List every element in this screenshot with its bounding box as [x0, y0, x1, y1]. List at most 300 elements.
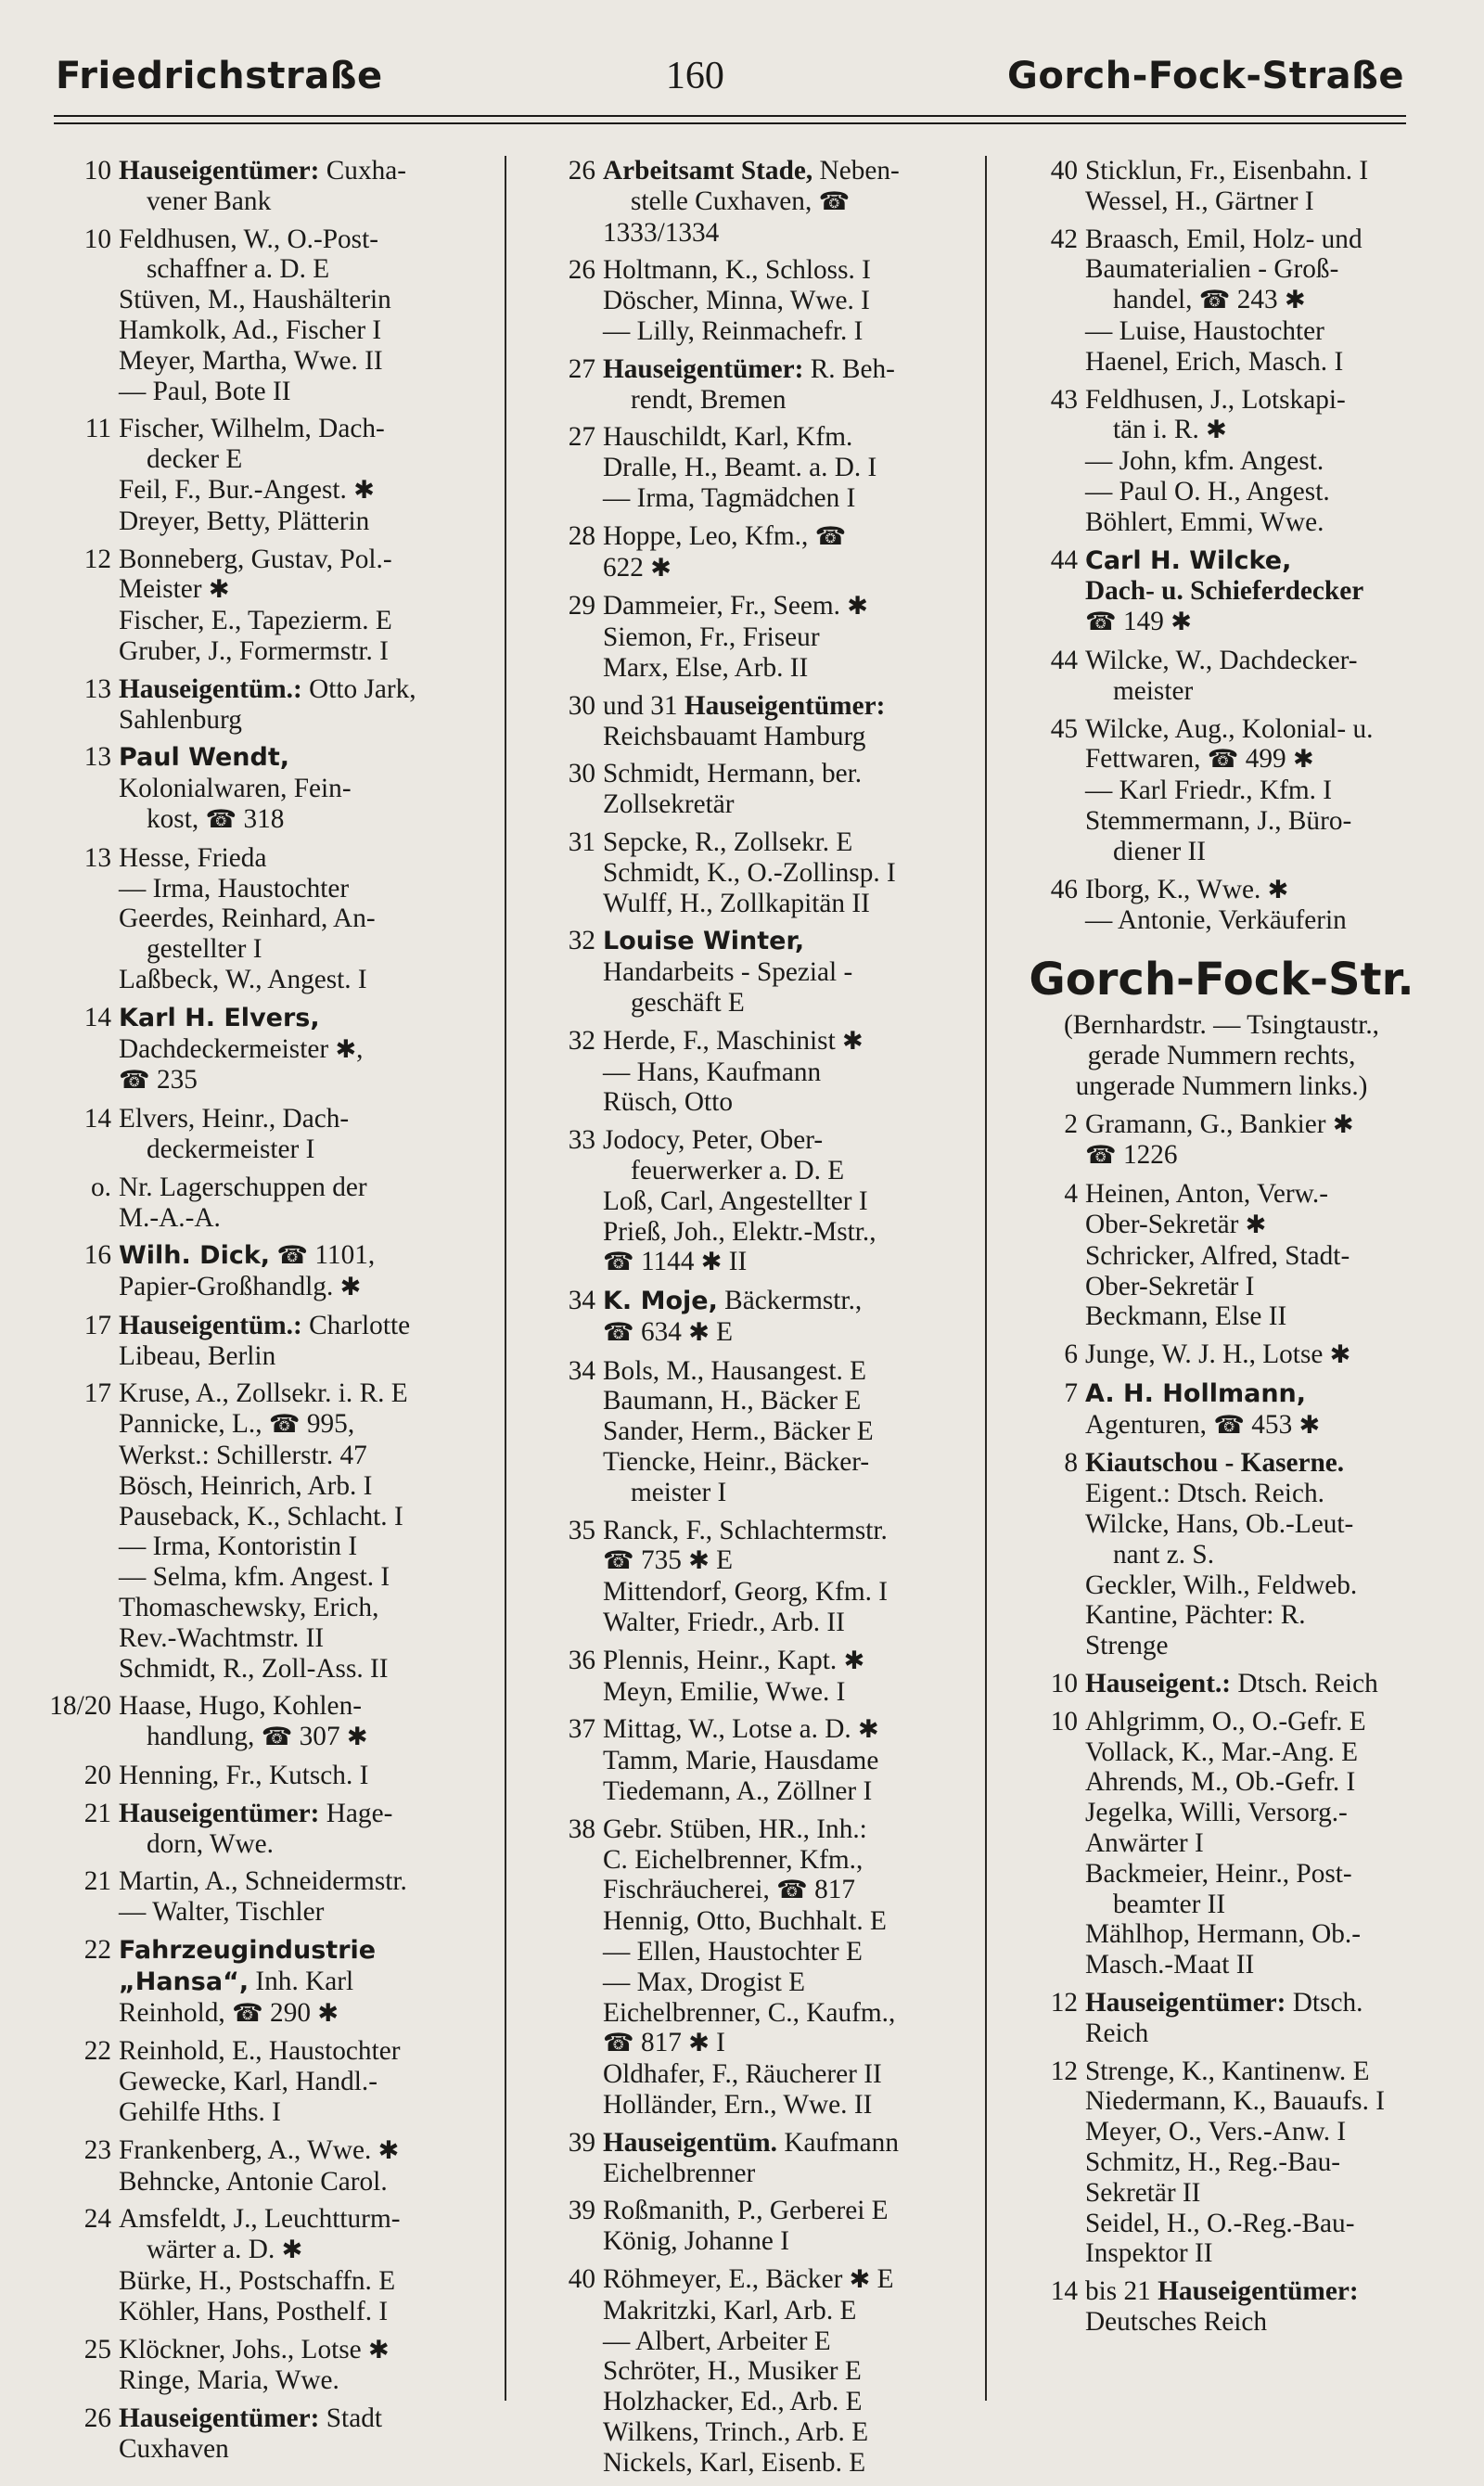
entry-line: Wulff, H., Zollkapitän II	[603, 888, 870, 918]
entry-line: — Hans, Kaufmann	[603, 1057, 822, 1087]
house-number: 17	[83, 1378, 111, 1409]
entry-line: Beckmann, Else II	[1085, 1301, 1287, 1332]
entry-line: Geckler, Wilh., Feldweb.	[1085, 1570, 1358, 1600]
directory-entry	[28, 1311, 482, 1372]
entry-line: Bols, M., Hausangest. E	[603, 1355, 866, 1386]
entry-line: Reinhold, ☎ 290 ✱	[119, 1997, 339, 2028]
house-number: 7	[1064, 1378, 1078, 1408]
entry-line: Böhlert, Emmi, Wwe.	[1085, 506, 1324, 537]
directory-entry	[28, 1173, 482, 1234]
directory-entry	[994, 2276, 1449, 2338]
entry-line: Hauseigentümer: Dtsch.	[1085, 1988, 1363, 2018]
house-number: 8	[1064, 1448, 1078, 1479]
directory-entry	[512, 591, 966, 683]
entry-text	[119, 1311, 482, 1372]
house-number: 11	[84, 414, 111, 444]
directory-entry	[28, 1003, 482, 1096]
note-line: gerade Nummern rechts,	[1087, 1040, 1356, 1070]
asterisk-mark: ✱	[688, 1317, 710, 1347]
entry-text	[603, 926, 966, 1018]
entry-line: Sahlenburg	[119, 704, 242, 735]
business-name: Paul Wendt,	[119, 743, 290, 773]
running-head-right: Gorch-Fock-Straße	[1007, 55, 1404, 97]
entry-line: Bonneberg, Gustav, Pol.-	[119, 544, 392, 574]
entry-line: Pannicke, L., ☎ 995,	[119, 1409, 355, 1440]
owner-label: Arbeitsamt Stade,	[603, 156, 813, 186]
entry-line: Hauseigentüm. Kaufmann	[603, 2127, 899, 2158]
entry-line: König, Johanne I	[603, 2226, 789, 2257]
business-name: Louise Winter,	[603, 927, 805, 956]
house-number: 34	[568, 1286, 595, 1316]
entry-line: deckermeister I	[147, 1134, 315, 1164]
note-line: ungerade Nummern links.)	[1075, 1070, 1368, 1101]
asterisk-mark: ✱	[1171, 608, 1192, 637]
entry-line: Strenge, K., Kantinenw. E	[1085, 2056, 1370, 2086]
house-number: 12	[1050, 1988, 1078, 2018]
house-number: 37	[568, 1714, 595, 1745]
entry-line: Stemmermann, J., Büro-	[1085, 805, 1352, 836]
entry-text	[119, 1761, 482, 1791]
asterisk-mark: ✱	[317, 1998, 339, 2028]
entry-line: Kolonialwaren, Fein-	[119, 774, 352, 804]
entry-line: Nickels, Karl, Eisenb. E	[603, 2447, 866, 2478]
entry-line: Hoppe, Leo, Kfm., ☎	[603, 520, 847, 551]
entry-line: Sekretär II	[1085, 2177, 1201, 2208]
entry-line: meister I	[631, 1477, 727, 1507]
entry-line: Dralle, H., Beamt. a. D. I	[603, 453, 877, 483]
entry-line: Schmitz, H., Reg.-Bau-	[1085, 2147, 1341, 2178]
entry-line	[119, 742, 482, 774]
entry-line	[603, 926, 966, 957]
asterisk-mark: ✱	[843, 1646, 865, 1675]
house-number: 46	[1050, 874, 1078, 904]
owner-label: Hauseigentümer:	[119, 1798, 320, 1828]
entry-line: Meyn, Emilie, Wwe. I	[603, 1676, 846, 1707]
column-divider	[985, 156, 987, 2401]
asterisk-mark: ✱	[335, 1034, 357, 1064]
entry-text	[119, 1866, 482, 1928]
entry-line: ☎ 1144 ✱ II	[603, 1247, 748, 1277]
directory-entry	[28, 1935, 482, 2029]
entry-line: Jegelka, Willi, Versorg.-	[1085, 1798, 1348, 1828]
directory-entry	[28, 1761, 482, 1791]
entry-text	[1085, 1179, 1449, 1332]
entry-line: Prieß, Joh., Elektr.-Mstr.,	[603, 1216, 876, 1247]
entry-line: Nr. Lagerschuppen der	[119, 1172, 367, 1202]
entry-line: Tiedemann, A., Zöllner I	[603, 1776, 873, 1807]
directory-entry	[28, 674, 482, 736]
entry-text	[603, 2264, 966, 2479]
entry-line: Wilcke, Aug., Kolonial- u.	[1085, 713, 1374, 744]
house-number: 10	[1050, 1706, 1078, 1736]
entry-line: Hauseigentüm.: Charlotte	[119, 1310, 411, 1340]
house-number: 4	[1064, 1179, 1078, 1210]
entry-line: Feldhusen, W., O.-Post-	[119, 224, 378, 254]
entry-text	[603, 1356, 966, 1508]
entry-line: K. Moje, Bäckermstr.,	[603, 1286, 863, 1316]
house-number: 26	[568, 255, 595, 286]
directory-entry	[512, 759, 966, 820]
entry-line: Haenel, Erich, Masch. I	[1085, 346, 1344, 377]
house-number: 39	[568, 2196, 595, 2226]
house-number: 26	[568, 156, 595, 186]
entry-line: meister	[1113, 675, 1194, 706]
page-number: 160	[665, 55, 724, 97]
house-number: 13	[83, 673, 111, 704]
house-number: 44	[1050, 645, 1078, 675]
entry-text	[1085, 385, 1449, 538]
directory-entry	[994, 1669, 1449, 1699]
entry-text	[119, 224, 482, 407]
owner-label: Hauseigentüm.:	[119, 1310, 302, 1340]
entry-line: — Ellen, Haustochter E	[603, 1937, 863, 1967]
entry-line: Werkst.: Schillerstr. 47	[119, 1441, 367, 1471]
directory-entry	[994, 1448, 1449, 1661]
directory-entry	[28, 2135, 482, 2198]
directory-entry	[28, 545, 482, 667]
entry-line: decker E	[147, 444, 243, 475]
entry-text	[1085, 1988, 1449, 2049]
entry-text	[1085, 2276, 1449, 2338]
entry-text	[603, 1286, 966, 1349]
house-number: 25	[83, 2334, 111, 2364]
entry-line: Wilcke, W., Dachdecker-	[1085, 645, 1358, 675]
asterisk-mark: ✱	[849, 2265, 871, 2294]
directory-entry	[28, 2036, 482, 2127]
entry-line: Anwärter I	[1085, 1828, 1204, 1859]
entry-line: Dachdeckermeister ✱,	[119, 1033, 364, 1064]
entry-text	[603, 591, 966, 683]
entry-line: Holländer, Ern., Wwe. II	[603, 2090, 873, 2121]
entry-line: — John, kfm. Angest.	[1085, 446, 1324, 477]
directory-entry	[512, 1026, 966, 1118]
directory-entry	[512, 1125, 966, 1278]
entry-line: Gewecke, Karl, Handl.-	[119, 2067, 378, 2097]
house-number: 18/20	[49, 1691, 111, 1722]
asterisk-mark: ✱	[842, 1026, 864, 1056]
house-number: 27	[568, 422, 595, 453]
entry-line: Seidel, H., O.-Reg.-Bau-	[1085, 2208, 1355, 2238]
entry-line: Döscher, Minna, Wwe. I	[603, 286, 870, 316]
directory-entry	[512, 255, 966, 346]
entry-line: Tiencke, Heinr., Bäcker-	[603, 1447, 870, 1478]
entry-line: Hennig, Otto, Buchhalt. E	[603, 1906, 887, 1937]
entry-text	[603, 1646, 966, 1708]
owner-label: Hauseigentümer:	[1158, 2276, 1359, 2307]
directory-entry	[994, 1179, 1449, 1332]
entry-text	[603, 759, 966, 820]
entry-text	[1085, 646, 1449, 707]
header-rule-top	[54, 115, 1406, 117]
entry-line: Zollsekretär	[603, 789, 735, 820]
house-number: 14	[83, 1104, 111, 1134]
entry-line: Deutsches Reich	[1085, 2307, 1268, 2337]
owner-label: Hauseigentümer:	[603, 353, 804, 384]
entry-line: „Hansa“, Inh. Karl	[119, 1966, 354, 1996]
business-name: Wilh. Dick,	[119, 1241, 271, 1271]
entry-text	[119, 545, 482, 667]
entry-line	[1085, 576, 1449, 607]
entry-line: Strenge	[1085, 1631, 1169, 1661]
entry-line: handel, ☎ 243 ✱	[1113, 285, 1306, 315]
owner-label: Hauseigentümer:	[119, 156, 320, 186]
entry-line: ☎ 235	[119, 1065, 198, 1096]
asterisk-mark: ✱	[1298, 1410, 1321, 1440]
entry-text	[119, 414, 482, 536]
directory-entry	[28, 1799, 482, 1860]
entry-line	[119, 1935, 482, 1967]
entry-text	[119, 2403, 482, 2465]
telephone-icon: ☎	[603, 1248, 634, 1277]
business-name: A. H. Hollmann,	[1085, 1378, 1307, 1408]
owner-label: Hauseigentümer:	[119, 2403, 320, 2434]
asterisk-mark: ✱	[339, 1273, 362, 1302]
owner-label: Hauseigentümer:	[684, 690, 886, 721]
entry-line: Iborg, K., Wwe. ✱	[1085, 874, 1289, 904]
entry-line: Bösch, Heinrich, Arb. I	[119, 1470, 373, 1501]
entry-line: Hauseigent.: Dtsch. Reich	[1085, 1669, 1378, 1699]
telephone-icon: ☎	[603, 1546, 634, 1576]
house-number: 43	[1050, 384, 1078, 415]
entry-line: M.-A.-A.	[119, 1202, 221, 1233]
entry-text	[119, 1378, 482, 1684]
asterisk-mark: ✱	[688, 1546, 710, 1576]
entry-text	[603, 827, 966, 918]
entry-line: Henning, Fr., Kutsch. I	[119, 1761, 369, 1791]
entry-text	[119, 1799, 482, 1860]
entry-line: Geerdes, Reinhard, An-	[119, 903, 376, 934]
house-number: 39	[568, 2127, 595, 2158]
entry-line: rendt, Bremen	[631, 384, 787, 415]
entry-line: Hauseigentüm.: Otto Jark,	[119, 673, 416, 704]
asterisk-mark: ✱	[1245, 1210, 1267, 1239]
house-number: 20	[83, 1761, 111, 1791]
entry-text	[603, 1714, 966, 1806]
entry-line	[1085, 1378, 1449, 1410]
entry-line: — Walter, Tischler	[119, 1897, 325, 1928]
entry-line: Gehilfe Hths. I	[119, 2097, 281, 2128]
entry-text	[119, 1935, 482, 2029]
entry-line: Plennis, Heinr., Kapt. ✱	[603, 1645, 865, 1675]
directory-entry	[512, 827, 966, 918]
entry-line: Mittag, W., Lotse a. D. ✱	[603, 1714, 879, 1745]
house-number: 13	[83, 742, 111, 773]
entry-line: Wilkens, Trinch., Arb. E	[603, 2416, 869, 2447]
note-line: (Bernhardstr. — Tsingtaustr.,	[1064, 1010, 1379, 1041]
asterisk-mark: ✱	[700, 1248, 723, 1277]
entry-line: Backmeier, Heinr., Post-	[1085, 1858, 1352, 1889]
telephone-icon: ☎	[268, 1410, 301, 1440]
entry-line: — Albert, Arbeiter E	[603, 2326, 831, 2356]
house-number: 21	[83, 1866, 111, 1897]
entry-text	[119, 1173, 482, 1234]
house-number: 40	[568, 2264, 595, 2294]
telephone-icon: ☎	[205, 804, 237, 834]
entry-line: Ober-Sekretär I	[1085, 1271, 1255, 1301]
column-divider	[505, 156, 506, 2401]
directory-entry	[512, 156, 966, 248]
owner-label: Hauseigentümer:	[1085, 1988, 1286, 2018]
house-number: 14	[1050, 2276, 1078, 2307]
directory-entry	[512, 354, 966, 416]
entry-line: Fischräucherei, ☎ 817	[603, 1875, 856, 1905]
entry-line: Holtmann, K., Schloss. I	[603, 255, 871, 286]
directory-entry	[28, 1240, 482, 1303]
entry-line: C. Eichelbrenner, Kfm.,	[603, 1844, 864, 1875]
directory-entry	[994, 875, 1449, 937]
entry-line: Feldhusen, J., Lotskapi-	[1085, 384, 1346, 415]
telephone-icon: ☎	[776, 1876, 808, 1905]
street-note	[994, 1010, 1449, 1101]
directory-entry	[994, 1109, 1449, 1173]
house-number: 2	[1064, 1108, 1078, 1139]
directory-entry	[512, 2128, 966, 2189]
entry-line: Sander, Herm., Bäcker E	[603, 1416, 874, 1447]
entry-line: Fettwaren, ☎ 499 ✱	[1085, 744, 1314, 775]
entry-line: ☎ 1226	[1085, 1140, 1178, 1171]
entry-line: Loß, Carl, Angestellter I	[603, 1185, 868, 1216]
entry-line: Wilh. Dick, ☎ 1101,	[119, 1240, 376, 1271]
entry-line: kost, ☎ 318	[147, 803, 285, 834]
entry-line: Elvers, Heinr., Dach-	[119, 1104, 350, 1134]
telephone-icon: ☎	[1085, 608, 1117, 637]
directory-entry	[28, 2335, 482, 2397]
entry-text	[119, 1003, 482, 1096]
entry-line: dorn, Wwe.	[147, 1828, 274, 1859]
entry-text	[603, 1026, 966, 1118]
entry-line: Dreyer, Betty, Plätterin	[119, 506, 370, 536]
business-name: Karl H. Elvers,	[119, 1003, 320, 1032]
asterisk-mark: ✱	[367, 2335, 390, 2364]
asterisk-mark: ✱	[688, 2029, 710, 2058]
house-number: 10	[83, 156, 111, 186]
entry-line: Tamm, Marie, Hausdame	[603, 1746, 879, 1776]
entry-line: Reinhold, E., Haustochter	[119, 2036, 401, 2067]
entry-line	[1085, 545, 1449, 577]
entry-line: Baumann, H., Bäcker E	[603, 1386, 862, 1416]
entry-line: Hauseigentümer: Cuxha-	[119, 156, 407, 186]
entry-line: Martin, A., Schneidermstr.	[119, 1866, 407, 1897]
entry-line: — Antonie, Verkäuferin	[1085, 905, 1347, 936]
telephone-icon: ☎	[1207, 745, 1239, 775]
asterisk-mark: ✱	[1267, 875, 1289, 904]
house-number: 36	[568, 1645, 595, 1675]
telephone-icon: ☎	[1085, 1141, 1117, 1171]
directory-entry	[512, 1814, 966, 2121]
directory-entry	[994, 714, 1449, 867]
entry-text	[603, 156, 966, 248]
house-number: 35	[568, 1515, 595, 1545]
telephone-icon: ☎	[276, 1241, 309, 1271]
house-number: 14	[83, 1002, 111, 1032]
entry-line: Arbeitsamt Stade, Neben-	[603, 156, 900, 186]
entry-text	[119, 2335, 482, 2397]
entry-text	[119, 2036, 482, 2127]
directory-entry	[28, 1378, 482, 1684]
house-number: 26	[83, 2403, 111, 2434]
entry-line: Walter, Friedr., Arb. II	[603, 1608, 845, 1638]
entry-text	[603, 521, 966, 584]
entry-line: Eichelbrenner	[603, 2158, 756, 2188]
entry-line: — Max, Drogist E	[603, 1967, 806, 1997]
entry-line: Hauseigentümer: Stadt	[119, 2403, 382, 2434]
entry-text	[119, 156, 482, 217]
entry-line: Rev.-Wachtmstr. II	[119, 1622, 325, 1653]
entry-line: feuerwerker a. D. E	[631, 1155, 845, 1185]
entry-line: und 31 Hauseigentümer:	[603, 690, 886, 721]
entry-line: Bürke, H., Postschaffn. E	[119, 2266, 396, 2296]
directory-entry	[994, 1707, 1449, 1980]
asterisk-mark: ✱	[1293, 745, 1314, 775]
directory-entry	[994, 2057, 1449, 2270]
entry-text	[1085, 2057, 1449, 2270]
entry-line: Ahlgrimm, O., O.-Gefr. E	[1085, 1706, 1366, 1736]
entry-line: 1333/1334	[603, 217, 720, 248]
entry-text	[1085, 1669, 1449, 1699]
entry-line: Schmidt, R., Zoll-Ass. II	[119, 1653, 389, 1684]
directory-column-2	[512, 156, 966, 2479]
directory-entry	[512, 1714, 966, 1806]
entry-line: Schmidt, K., O.-Zollinsp. I	[603, 857, 896, 888]
entry-line	[1085, 1448, 1449, 1479]
entry-line: Papier-Großhandlg. ✱	[119, 1272, 362, 1302]
telephone-icon: ☎	[603, 2029, 634, 2058]
entry-line: Hauschildt, Karl, Kfm.	[603, 422, 853, 453]
entry-line: Frankenberg, A., Wwe. ✱	[119, 2134, 400, 2165]
entry-text	[1085, 1109, 1449, 1173]
entry-line: — Luise, Haustochter	[1085, 315, 1324, 346]
entry-line: Jodocy, Peter, Ober-	[603, 1125, 824, 1156]
entry-text	[119, 1240, 482, 1303]
house-number: 29	[568, 591, 595, 622]
entry-line: — Paul O. H., Angest.	[1085, 476, 1330, 506]
entry-text	[119, 843, 482, 995]
business-name: Fahrzeugindustrie	[119, 1936, 377, 1966]
entry-text	[603, 691, 966, 752]
business-name: „Hansa“,	[119, 1967, 249, 1996]
entry-line: Thomaschewsky, Erich,	[119, 1593, 379, 1623]
asterisk-mark: ✱	[847, 592, 868, 622]
entry-line: Schmidt, Hermann, ber.	[603, 759, 863, 789]
entry-text	[1085, 224, 1449, 378]
entry-line: — Karl Friedr., Kfm. I	[1085, 775, 1333, 806]
directory-entry	[512, 1286, 966, 1349]
house-number: o.	[91, 1172, 111, 1202]
entry-line: Herde, F., Maschinist ✱	[603, 1025, 864, 1056]
entry-line: geschäft E	[631, 987, 745, 1018]
house-number: 45	[1050, 713, 1078, 744]
business-name: K. Moje,	[603, 1287, 718, 1316]
owner-label: Dach- u. Schieferdecker	[1085, 576, 1364, 607]
entry-line: ☎ 149 ✱	[1085, 607, 1192, 637]
house-number: 23	[83, 2134, 111, 2165]
entry-line: Laßbeck, W., Angest. I	[119, 964, 367, 994]
street-heading: Gorch-Fock-Str.	[1029, 954, 1414, 1006]
entry-line: Meyer, O., Vers.-Anw. I	[1085, 2117, 1347, 2147]
entry-text	[1085, 545, 1449, 638]
entry-line: — Paul, Bote II	[119, 376, 291, 406]
entry-line: Kantine, Pächter: R.	[1085, 1600, 1306, 1631]
entry-line: Behncke, Antonie Carol.	[119, 2166, 388, 2197]
entry-line: Niedermann, K., Bauaufs. I	[1085, 2086, 1385, 2117]
entry-line: 622 ✱	[603, 552, 672, 583]
directory-entry	[28, 2403, 482, 2465]
house-number: 13	[83, 842, 111, 873]
entry-line: Hesse, Frieda	[119, 842, 267, 873]
entry-line: Feil, F., Bur.-Angest. ✱	[119, 474, 375, 505]
entry-line: Baumaterialien - Groß-	[1085, 254, 1339, 285]
entry-line: Sepcke, R., Zollsekr. E	[603, 827, 853, 857]
